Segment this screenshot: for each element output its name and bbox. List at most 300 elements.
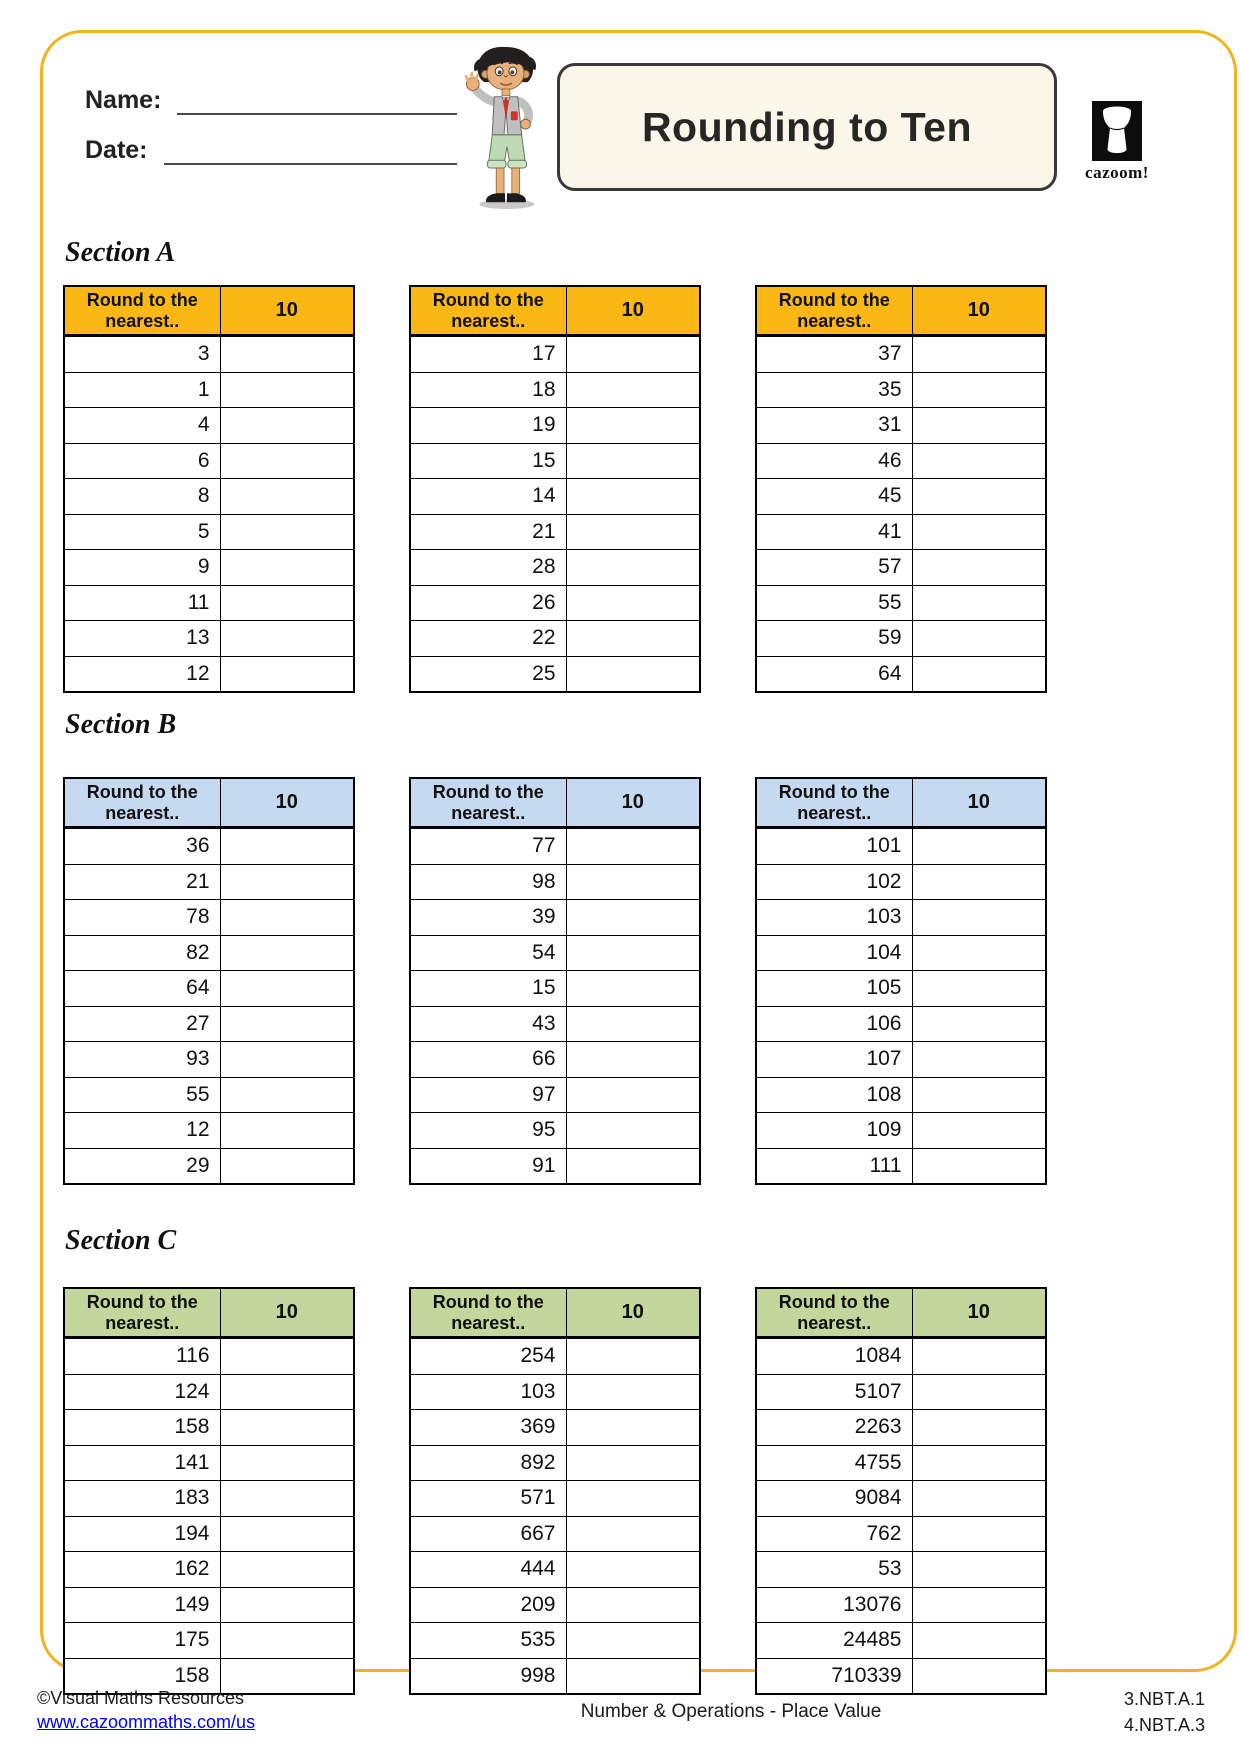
worksheet-table <box>63 777 355 1185</box>
answer-cell <box>566 1410 700 1446</box>
table-row <box>64 1113 354 1149</box>
answer-cell <box>566 1338 700 1375</box>
answer-cell <box>566 514 700 550</box>
answer-cell <box>566 1445 700 1481</box>
table-header-row <box>756 1288 1046 1338</box>
number-cell: 24485 <box>756 1623 912 1659</box>
answer-cell <box>220 1587 354 1623</box>
answer-cell <box>912 900 1046 936</box>
table-row <box>756 1148 1046 1184</box>
number-cell: 3 <box>64 336 220 373</box>
table-row <box>756 828 1046 865</box>
answer-cell <box>566 1374 700 1410</box>
table-row <box>64 1552 354 1588</box>
table-row <box>410 828 700 865</box>
table-header-row <box>64 778 354 828</box>
answer-cell <box>566 621 700 657</box>
table-row <box>410 1410 700 1446</box>
number-cell: 111 <box>756 1148 912 1184</box>
website-link[interactable]: www.cazoommaths.com/us <box>37 1712 256 1733</box>
table-row <box>410 1006 700 1042</box>
answer-cell <box>566 1113 700 1149</box>
number-cell: 149 <box>64 1587 220 1623</box>
number-cell: 571 <box>410 1481 566 1517</box>
number-cell: 82 <box>64 935 220 971</box>
column-header-round-to: Round to the nearest.. <box>756 286 912 336</box>
number-cell: 55 <box>756 585 912 621</box>
student-boy-illustration <box>461 45 549 211</box>
table-row <box>756 479 1046 515</box>
table-row <box>756 585 1046 621</box>
cazoom-logo <box>1075 101 1159 183</box>
answer-cell <box>566 443 700 479</box>
name-field-row <box>85 83 457 115</box>
date-field-row <box>85 133 457 165</box>
table-row <box>756 1113 1046 1149</box>
answer-cell <box>566 1148 700 1184</box>
answer-cell <box>220 1481 354 1517</box>
column-header-ten: 10 <box>220 778 354 828</box>
number-cell: 45 <box>756 479 912 515</box>
table-row <box>756 1006 1046 1042</box>
number-cell: 892 <box>410 1445 566 1481</box>
table-row <box>410 1516 700 1552</box>
number-cell: 27 <box>64 1006 220 1042</box>
answer-cell <box>566 1006 700 1042</box>
answer-cell <box>912 1623 1046 1659</box>
table-row <box>64 1148 354 1184</box>
answer-cell <box>566 1516 700 1552</box>
number-cell: 107 <box>756 1042 912 1078</box>
number-cell: 1084 <box>756 1338 912 1375</box>
answer-cell <box>220 828 354 865</box>
table-row <box>410 408 700 444</box>
answer-cell <box>220 1338 354 1375</box>
table-row <box>64 971 354 1007</box>
column-header-ten: 10 <box>912 778 1046 828</box>
answer-cell <box>220 935 354 971</box>
table-row <box>64 1374 354 1410</box>
answer-cell <box>912 656 1046 692</box>
table-row <box>64 828 354 865</box>
number-cell: 105 <box>756 971 912 1007</box>
table-row <box>756 1445 1046 1481</box>
table-row <box>64 656 354 692</box>
table-row <box>410 1148 700 1184</box>
table-row <box>410 621 700 657</box>
number-cell: 209 <box>410 1587 566 1623</box>
answer-cell <box>912 408 1046 444</box>
number-cell: 11 <box>64 585 220 621</box>
section-heading: Section A <box>65 237 176 268</box>
answer-cell <box>566 971 700 1007</box>
answer-cell <box>220 1623 354 1659</box>
cazoom-drum-icon <box>1092 101 1142 161</box>
answer-cell <box>220 1445 354 1481</box>
answer-cell <box>220 479 354 515</box>
number-cell: 37 <box>756 336 912 373</box>
table-row <box>64 1042 354 1078</box>
column-header-round-to: Round to the nearest.. <box>410 286 566 336</box>
number-cell: 6 <box>64 443 220 479</box>
answer-cell <box>220 971 354 1007</box>
number-cell: 29 <box>64 1148 220 1184</box>
answer-cell <box>566 900 700 936</box>
table-row <box>410 1077 700 1113</box>
number-cell: 66 <box>410 1042 566 1078</box>
table-row <box>64 1516 354 1552</box>
answer-cell <box>912 372 1046 408</box>
answer-cell <box>220 656 354 692</box>
table-row <box>410 900 700 936</box>
number-cell: 36 <box>64 828 220 865</box>
number-cell: 124 <box>64 1374 220 1410</box>
number-cell: 31 <box>756 408 912 444</box>
number-cell: 103 <box>410 1374 566 1410</box>
table-row <box>64 1077 354 1113</box>
number-cell: 13076 <box>756 1587 912 1623</box>
number-cell: 22 <box>410 621 566 657</box>
answer-cell <box>566 408 700 444</box>
number-cell: 103 <box>756 900 912 936</box>
number-cell: 39 <box>410 900 566 936</box>
number-cell: 9084 <box>756 1481 912 1517</box>
number-cell: 64 <box>756 656 912 692</box>
number-cell: 35 <box>756 372 912 408</box>
table-header-row <box>410 1288 700 1338</box>
answer-cell <box>912 1374 1046 1410</box>
table-row <box>756 408 1046 444</box>
answer-cell <box>912 514 1046 550</box>
column-header-round-to: Round to the nearest.. <box>756 1288 912 1338</box>
answer-cell <box>566 828 700 865</box>
number-cell: 667 <box>410 1516 566 1552</box>
table-row <box>756 336 1046 373</box>
name-label: Name: <box>85 86 162 114</box>
table-row <box>64 1006 354 1042</box>
table-row <box>410 971 700 1007</box>
table-row <box>64 550 354 586</box>
table-row <box>64 1338 354 1375</box>
table-row <box>756 1516 1046 1552</box>
table-row <box>756 1410 1046 1446</box>
answer-cell <box>566 1587 700 1623</box>
table-row <box>410 1338 700 1375</box>
number-cell: 998 <box>410 1658 566 1694</box>
number-cell: 104 <box>756 935 912 971</box>
number-cell: 5 <box>64 514 220 550</box>
number-cell: 17 <box>410 336 566 373</box>
answer-cell <box>220 336 354 373</box>
number-cell: 28 <box>410 550 566 586</box>
number-cell: 175 <box>64 1623 220 1659</box>
answer-cell <box>912 550 1046 586</box>
answer-cell <box>566 1481 700 1517</box>
number-cell: 535 <box>410 1623 566 1659</box>
answer-cell <box>912 1006 1046 1042</box>
table-row <box>64 900 354 936</box>
answer-cell <box>912 1445 1046 1481</box>
number-cell: 98 <box>410 864 566 900</box>
answer-cell <box>912 621 1046 657</box>
number-cell: 5107 <box>756 1374 912 1410</box>
table-row <box>756 900 1046 936</box>
table-row <box>410 1587 700 1623</box>
footer-topic: Number & Operations - Place Value <box>580 1701 882 1722</box>
number-cell: 116 <box>64 1338 220 1375</box>
answer-cell <box>912 585 1046 621</box>
answer-cell <box>220 550 354 586</box>
number-cell: 108 <box>756 1077 912 1113</box>
column-header-ten: 10 <box>220 286 354 336</box>
answer-cell <box>220 443 354 479</box>
number-cell: 93 <box>64 1042 220 1078</box>
section-heading: Section C <box>65 1225 177 1256</box>
table-row <box>64 479 354 515</box>
number-cell: 21 <box>64 864 220 900</box>
footer-attribution <box>37 1686 367 1735</box>
number-cell: 762 <box>756 1516 912 1552</box>
name-date-block <box>85 77 457 183</box>
answer-cell <box>566 1552 700 1588</box>
number-cell: 41 <box>756 514 912 550</box>
table-row <box>756 443 1046 479</box>
answer-cell <box>220 585 354 621</box>
answer-cell <box>220 1113 354 1149</box>
number-cell: 54 <box>410 935 566 971</box>
table-row <box>410 864 700 900</box>
answer-cell <box>912 1113 1046 1149</box>
column-header-round-to: Round to the nearest.. <box>64 778 220 828</box>
number-cell: 21 <box>410 514 566 550</box>
answer-cell <box>220 1006 354 1042</box>
answer-cell <box>566 1077 700 1113</box>
number-cell: 8 <box>64 479 220 515</box>
table-row <box>756 1077 1046 1113</box>
table-row <box>64 336 354 373</box>
answer-cell <box>220 408 354 444</box>
column-header-ten: 10 <box>220 1288 354 1338</box>
table-row <box>410 550 700 586</box>
table-row <box>64 1481 354 1517</box>
column-header-ten: 10 <box>566 286 700 336</box>
answer-cell <box>220 372 354 408</box>
standard-code: 4.NBT.A.3 <box>1123 1715 1205 1736</box>
title-box <box>557 63 1057 191</box>
number-cell: 25 <box>410 656 566 692</box>
table-row <box>410 656 700 692</box>
answer-cell <box>912 1148 1046 1184</box>
table-row <box>410 372 700 408</box>
table-row <box>64 1410 354 1446</box>
answer-cell <box>220 1516 354 1552</box>
number-cell: 55 <box>64 1077 220 1113</box>
worksheet-table <box>755 1287 1047 1695</box>
column-header-ten: 10 <box>912 286 1046 336</box>
table-row <box>64 1587 354 1623</box>
table-row <box>410 514 700 550</box>
answer-cell <box>566 585 700 621</box>
table-row <box>64 443 354 479</box>
table-header-row <box>756 286 1046 336</box>
table-row <box>756 514 1046 550</box>
answer-cell <box>220 1148 354 1184</box>
number-cell: 9 <box>64 550 220 586</box>
table-row <box>756 621 1046 657</box>
answer-cell <box>912 864 1046 900</box>
answer-cell <box>912 1042 1046 1078</box>
number-cell: 59 <box>756 621 912 657</box>
answer-cell <box>912 935 1046 971</box>
worksheet-table <box>63 285 355 693</box>
worksheet-title: Rounding to Ten <box>641 103 973 150</box>
number-cell: 14 <box>410 479 566 515</box>
table-row <box>64 408 354 444</box>
number-cell: 19 <box>410 408 566 444</box>
number-cell: 162 <box>64 1552 220 1588</box>
number-cell: 91 <box>410 1148 566 1184</box>
table-header-row <box>756 778 1046 828</box>
number-cell: 158 <box>64 1658 220 1694</box>
answer-cell <box>566 479 700 515</box>
table-row <box>756 1042 1046 1078</box>
answer-cell <box>912 443 1046 479</box>
answer-cell <box>912 1410 1046 1446</box>
answer-cell <box>566 372 700 408</box>
answer-cell <box>912 1481 1046 1517</box>
answer-cell <box>912 1587 1046 1623</box>
number-cell: 2263 <box>756 1410 912 1446</box>
answer-cell <box>912 1552 1046 1588</box>
number-cell: 158 <box>64 1410 220 1446</box>
answer-cell <box>566 550 700 586</box>
table-row <box>64 1623 354 1659</box>
answer-cell <box>220 514 354 550</box>
section-heading: Section B <box>65 709 177 740</box>
table-row <box>756 935 1046 971</box>
answer-cell <box>566 656 700 692</box>
column-header-round-to: Round to the nearest.. <box>64 286 220 336</box>
table-row <box>64 585 354 621</box>
table-row <box>756 971 1046 1007</box>
table-row <box>756 1338 1046 1375</box>
table-row <box>64 372 354 408</box>
footer-standards <box>1095 1686 1205 1738</box>
number-cell: 78 <box>64 900 220 936</box>
answer-cell <box>912 336 1046 373</box>
column-header-round-to: Round to the nearest.. <box>756 778 912 828</box>
table-row <box>410 1445 700 1481</box>
column-header-ten: 10 <box>566 778 700 828</box>
number-cell: 369 <box>410 1410 566 1446</box>
page-footer <box>37 1686 1205 1738</box>
number-cell: 254 <box>410 1338 566 1375</box>
number-cell: 46 <box>756 443 912 479</box>
worksheet-header <box>63 77 1214 211</box>
table-header-row <box>410 778 700 828</box>
number-cell: 64 <box>64 971 220 1007</box>
table-row <box>756 550 1046 586</box>
tables-row <box>63 1287 1214 1695</box>
answer-cell <box>220 900 354 936</box>
table-header-row <box>64 286 354 336</box>
number-cell: 13 <box>64 621 220 657</box>
number-cell: 102 <box>756 864 912 900</box>
answer-cell <box>912 971 1046 1007</box>
table-row <box>756 1552 1046 1588</box>
worksheet-table <box>63 1287 355 1695</box>
tables-row <box>63 285 1214 693</box>
column-header-round-to: Round to the nearest.. <box>410 778 566 828</box>
table-header-row <box>64 1288 354 1338</box>
column-header-round-to: Round to the nearest.. <box>410 1288 566 1338</box>
number-cell: 710339 <box>756 1658 912 1694</box>
table-row <box>756 1481 1046 1517</box>
number-cell: 53 <box>756 1552 912 1588</box>
number-cell: 141 <box>64 1445 220 1481</box>
table-row <box>64 1445 354 1481</box>
number-cell: 4 <box>64 408 220 444</box>
table-row <box>410 585 700 621</box>
number-cell: 15 <box>410 971 566 1007</box>
number-cell: 101 <box>756 828 912 865</box>
table-row <box>756 372 1046 408</box>
table-row <box>64 935 354 971</box>
table-row <box>64 864 354 900</box>
number-cell: 183 <box>64 1481 220 1517</box>
answer-cell <box>220 1374 354 1410</box>
answer-cell <box>912 1516 1046 1552</box>
number-cell: 4755 <box>756 1445 912 1481</box>
answer-cell <box>566 935 700 971</box>
table-row <box>64 621 354 657</box>
number-cell: 12 <box>64 656 220 692</box>
table-row <box>410 443 700 479</box>
number-cell: 194 <box>64 1516 220 1552</box>
answer-cell <box>220 864 354 900</box>
table-header-row <box>410 286 700 336</box>
table-row <box>410 1113 700 1149</box>
number-cell: 18 <box>410 372 566 408</box>
answer-cell <box>220 621 354 657</box>
answer-cell <box>220 1042 354 1078</box>
table-row <box>410 935 700 971</box>
answer-cell <box>220 1077 354 1113</box>
column-header-ten: 10 <box>566 1288 700 1338</box>
tables-row <box>63 777 1214 1185</box>
worksheet-table <box>409 777 701 1185</box>
worksheet-table <box>409 285 701 693</box>
table-row <box>410 1623 700 1659</box>
table-row <box>410 1374 700 1410</box>
table-row <box>410 1481 700 1517</box>
table-row <box>410 336 700 373</box>
page-border <box>40 30 1237 1687</box>
number-cell: 43 <box>410 1006 566 1042</box>
number-cell: 109 <box>756 1113 912 1149</box>
answer-cell <box>912 1077 1046 1113</box>
number-cell: 444 <box>410 1552 566 1588</box>
number-cell: 12 <box>64 1113 220 1149</box>
worksheet-table <box>755 777 1047 1185</box>
number-cell: 77 <box>410 828 566 865</box>
answer-cell <box>912 1338 1046 1375</box>
worksheet-table <box>755 285 1047 693</box>
standard-code: 3.NBT.A.1 <box>1123 1689 1205 1709</box>
cazoom-logo-text: cazoom! <box>1085 163 1149 182</box>
table-row <box>64 514 354 550</box>
number-cell: 106 <box>756 1006 912 1042</box>
